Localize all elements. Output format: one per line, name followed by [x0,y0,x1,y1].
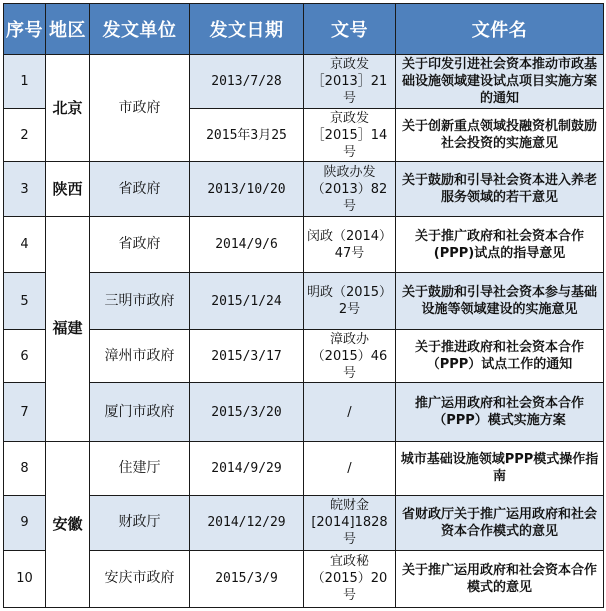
header-unit: 发文单位 [90,4,190,55]
cell-docno: 漳政办（2015）46号 [304,330,396,383]
header-seq: 序号 [4,4,46,55]
table-row [4,441,604,495]
cell-fname: 关于鼓励和引导社会资本进入养老服务领域的若干意见 [396,162,604,217]
cell-unit: 漳州市政府 [90,330,190,383]
cell-unit: 住建厅 [90,441,190,495]
cell-fname: 推广运用政府和社会资本合作（PPP）模式实施方案 [396,383,604,441]
cell-unit: 财政厅 [90,495,190,550]
cell-fname: 关于推进政府和社会资本合作（PPP）试点工作的通知 [396,330,604,383]
table-row [4,330,604,383]
region-cell-shaanxi: 陕西 [46,162,90,217]
cell-docno: 闵政（2014）47号 [304,217,396,273]
table-row [4,383,604,441]
cell-date: 2013/7/28 [190,55,304,109]
table-row [4,217,604,273]
cell-seq: 8 [4,441,46,495]
cell-date: 2014/12/29 [190,495,304,550]
cell-docno: / [304,441,396,495]
cell-unit: 三明市政府 [90,273,190,330]
cell-unit: 厦门市政府 [90,383,190,441]
cell-docno: 京政发［2015］14号 [304,109,396,162]
cell-seq: 3 [4,162,46,217]
region-cell-beijing: 北京 [46,55,90,162]
cell-fname: 关于鼓励和引导社会资本参与基础设施等领域建设的实施意见 [396,273,604,330]
cell-fname: 关于推广运用政府和社会资本合作模式的意见 [396,550,604,607]
header-fname: 文件名 [396,4,604,55]
cell-docno: 陕政办发（2013）82号 [304,162,396,217]
cell-seq: 7 [4,383,46,441]
cell-docno: / [304,383,396,441]
header-row [4,4,604,55]
cell-fname: 关于推广政府和社会资本合作(PPP)试点的指导意见 [396,217,604,273]
cell-date: 2014/9/29 [190,441,304,495]
cell-fname: 省财政厅关于推广运用政府和社会资本合作模式的意见 [396,495,604,550]
cell-date: 2015/3/9 [190,550,304,607]
cell-date: 2015/3/20 [190,383,304,441]
cell-date: 2015/1/24 [190,273,304,330]
region-cell-anhui: 安徽 [46,441,90,607]
table-row [4,55,604,109]
cell-seq: 5 [4,273,46,330]
unit-cell-beijing: 市政府 [90,55,190,162]
cell-seq: 4 [4,217,46,273]
region-cell-fujian: 福建 [46,217,90,441]
cell-fname: 关于印发引进社会资本推动市政基础设施领域建设试点项目实施方案的通知 [396,55,604,109]
cell-fname: 城市基础设施领域PPP模式操作指南 [396,441,604,495]
cell-unit: 安庆市政府 [90,550,190,607]
table-row [4,162,604,217]
cell-fname: 关于创新重点领域投融资机制鼓励社会投资的实施意见 [396,109,604,162]
table-row [4,550,604,607]
cell-unit: 省政府 [90,217,190,273]
cell-seq: 2 [4,109,46,162]
header-date: 发文日期 [190,4,304,55]
cell-unit: 省政府 [90,162,190,217]
cell-seq: 6 [4,330,46,383]
cell-docno: 京政发［2013］21号 [304,55,396,109]
cell-date: 2015年3月25 [190,109,304,162]
cell-seq: 1 [4,55,46,109]
cell-docno: 皖财金[2014]1828号 [304,495,396,550]
cell-date: 2013/10/20 [190,162,304,217]
cell-seq: 10 [4,550,46,607]
header-region: 地区 [46,4,90,55]
cell-date: 2014/9/6 [190,217,304,273]
table-row [4,495,604,550]
policy-documents-table [3,3,604,608]
table-row [4,273,604,330]
cell-date: 2015/3/17 [190,330,304,383]
header-docno: 文号 [304,4,396,55]
cell-docno: 明政（2015）2号 [304,273,396,330]
cell-docno: 宜政秘（2015）20号 [304,550,396,607]
cell-seq: 9 [4,495,46,550]
